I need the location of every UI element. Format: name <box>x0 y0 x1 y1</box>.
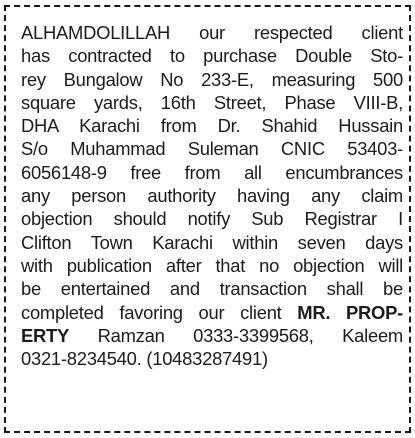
notice-line <box>21 324 403 347</box>
notice-line: with publication after that no objection will <box>21 254 403 276</box>
notice-body <box>21 21 403 370</box>
notice-line: DHA Karachi from Dr. Shahid Hussain <box>21 115 403 137</box>
notice-line <box>21 301 403 324</box>
notice-line: rey Bungalow No 233-E, measuring 500 <box>21 68 403 90</box>
notice-line: Clifton Town Karachi within seven days <box>21 231 403 253</box>
notice-line: 6056148-9 free from all encumbrances <box>21 161 403 183</box>
notice-line: has contracted to purchase Double Sto- <box>21 45 403 67</box>
notice-line: S/o Muhammad Suleman CNIC 53403- <box>21 138 403 160</box>
notice-line: objection should notify Sub Registrar I <box>21 208 403 230</box>
client-name-bold: MR. PROP- <box>297 301 403 323</box>
notice-line: ALHAMDOLILLAH our respected client <box>21 22 403 43</box>
notice-text-fragment: completed favoring our client <box>21 301 298 323</box>
client-name-bold: ERTY <box>21 324 70 346</box>
notice-text-fragment: Ramzan 0333-3399568, Kaleem <box>69 324 403 346</box>
notice-line: be entertained and transaction shall be <box>21 278 403 300</box>
public-notice-box <box>4 5 411 433</box>
notice-line: any person authority having any claim <box>21 185 403 207</box>
notice-line: square yards, 16th Street, Phase VIII-B, <box>21 91 403 113</box>
notice-contact-line: 0321-8234540. (10483287491) <box>21 348 268 370</box>
